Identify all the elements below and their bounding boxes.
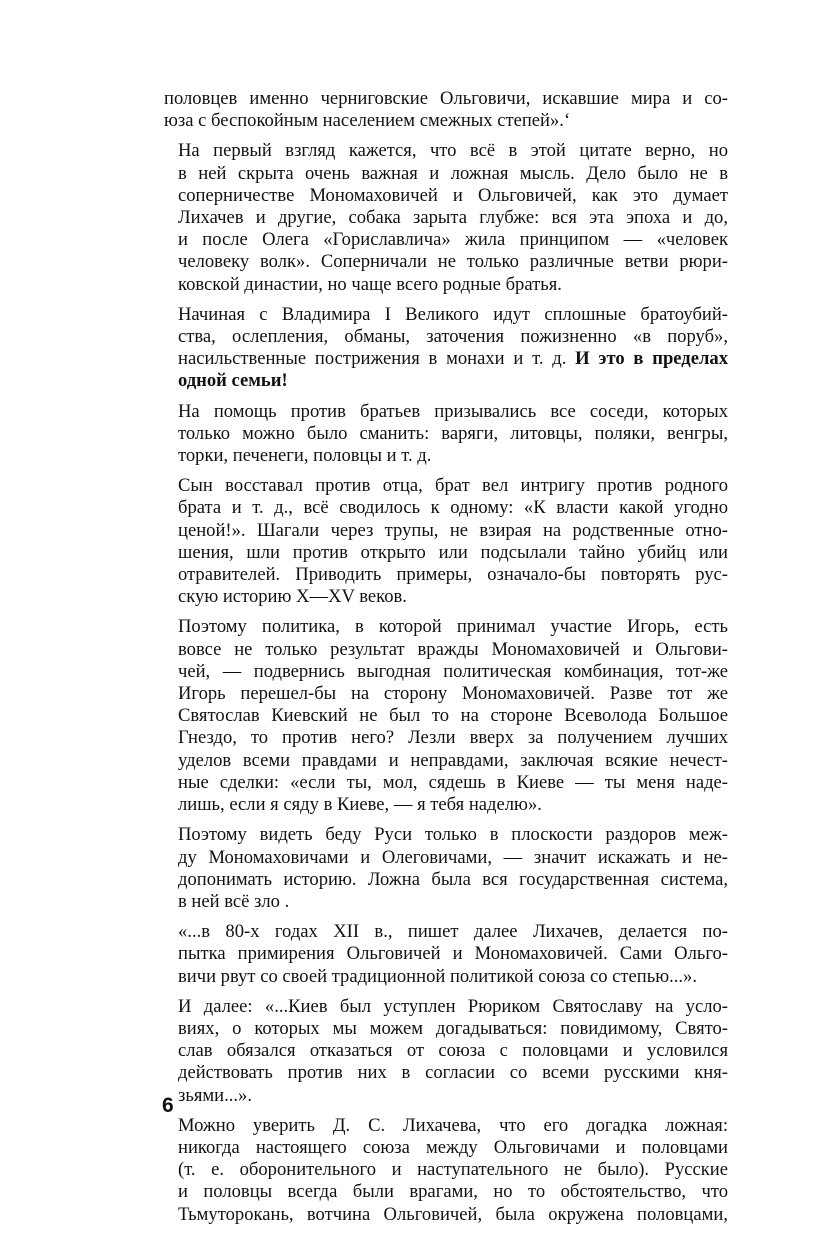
text-line: в ней скрыта очень важная и ложная мысль. Дело было не в bbox=[178, 162, 728, 184]
text-line: И далее: «...Киев был уступлен Рюриком Святославу на усло- bbox=[178, 995, 728, 1017]
text-line: соперничестве Мономаховичей и Ольговичей, как это думает bbox=[178, 184, 728, 206]
text-line: Поэтому видеть беду Руси только в плоскости раздоров меж- bbox=[178, 824, 728, 846]
text-line: допонимать историю. Ложна была вся государственная система, bbox=[178, 868, 728, 890]
text-line: действовать против них в согласии со всеми русскими кня- bbox=[178, 1062, 728, 1084]
text-line: и после Олега «Гориславлича» жила принципом — «человек bbox=[178, 229, 728, 251]
paragraph bbox=[164, 1115, 728, 1226]
text-line: чей, — подвернись выгодная политическая комбинация, тот-же bbox=[178, 660, 728, 682]
paragraph bbox=[164, 401, 728, 468]
text-line bbox=[164, 348, 728, 370]
text-line: юза с беспокойным населением смежных степей».‘ bbox=[164, 110, 571, 132]
text-line: скую историю X—XV веков. bbox=[178, 586, 407, 608]
text-line: Начиная с Владимира I Великого идут сплошные братоубий- bbox=[178, 303, 728, 325]
text-line: человеку волк». Соперничали не только различные ветви рюри- bbox=[178, 251, 728, 273]
text-line-regular: насильственные пострижения в монахи и т. д. bbox=[178, 348, 567, 370]
text-line: торки, печенеги, половцы и т. д. bbox=[178, 445, 432, 467]
text-line: половцев именно черниговские Ольговичи, искавшие мира и со- bbox=[164, 88, 728, 109]
text-line: шения, шли против открыто или подсылали тайно убийц или bbox=[178, 541, 728, 563]
text-line: зьями...». bbox=[178, 1084, 252, 1106]
paragraph bbox=[164, 475, 728, 608]
page-number: 6 bbox=[162, 1094, 174, 1117]
text-line: отравителей. Приводить примеры, означало-бы повторять рус- bbox=[178, 564, 728, 586]
text-line: виях, о которых мы можем догадываться: повидимому, Свято- bbox=[178, 1017, 728, 1039]
text-line: Можно уверить Д. С. Лихачева, что его догадка ложная: bbox=[178, 1114, 728, 1136]
text-line: На первый взгляд кажется, что всё в этой цитате верно, но bbox=[178, 140, 728, 162]
body-text bbox=[164, 88, 728, 1234]
text-line: ковской династии, но чаще всего родные братья. bbox=[178, 273, 562, 295]
paragraph bbox=[164, 996, 728, 1107]
paragraph bbox=[164, 304, 728, 393]
text-line bbox=[164, 370, 728, 392]
text-line: слав обязался отказаться от союза с половцами и условился bbox=[178, 1040, 728, 1062]
text-line: и половцы всегда были врагами, но то обстоятельство, что bbox=[178, 1181, 728, 1203]
text-line: вовсе не только результат вражды Мономаховичей и Ольгови- bbox=[178, 638, 728, 660]
paragraph bbox=[164, 921, 728, 988]
text-line: ценой!». Шагали через трупы, не взирая на родственные отно- bbox=[178, 519, 728, 541]
emphasis-text: И это в пределах bbox=[566, 348, 728, 370]
paragraph bbox=[164, 824, 728, 913]
text-line: ные сделки: «если ты, мол, сядешь в Киеве — ты меня наде- bbox=[178, 771, 728, 793]
text-line: Гнездо, то против него? Лезли вверх за получением лучших bbox=[178, 727, 728, 749]
text-line: (т. е. оборонительного и наступательного не было). Русские bbox=[178, 1159, 728, 1181]
paragraph bbox=[164, 140, 728, 295]
text-line: Святослав Киевский не был то на стороне Всеволода Большое bbox=[178, 705, 728, 727]
text-line: Лихачев и другие, собака зарыта глубже: вся эта эпоха и до, bbox=[178, 207, 728, 229]
text-line: только можно было сманить: варяги, литовцы, поляки, венгры, bbox=[178, 422, 728, 444]
emphasis-text: одной семьи! bbox=[178, 370, 288, 392]
text-line: Игорь перешел-бы на сторону Мономаховичей. Разве тот же bbox=[178, 683, 728, 705]
text-line: ду Мономаховичами и Олеговичами, — значит искажать и не- bbox=[178, 846, 728, 868]
text-line: пытка примирения Ольговичей и Мономаховичей. Сами Ольго- bbox=[178, 943, 728, 965]
text-line: «...в 80-х годах XII в., пишет далее Лихачев, делается по- bbox=[178, 921, 728, 943]
text-line: брата и т. д., всё сводилось к одному: «К власти какой угодно bbox=[178, 497, 728, 519]
text-line: в ней всё зло . bbox=[178, 890, 290, 912]
text-line: вичи рвут со своей традиционной политикой союза со степью...». bbox=[178, 965, 697, 987]
paragraph bbox=[164, 88, 728, 132]
text-line: Поэтому политика, в которой принимал участие Игорь, есть bbox=[178, 616, 728, 638]
text-line: никогда настоящего союза между Ольговичами и половцами bbox=[178, 1136, 728, 1158]
text-line: Тьмуторокань, вотчина Ольговичей, была окружена половцами, bbox=[178, 1203, 728, 1225]
text-line: ства, ослепления, обманы, заточения пожизненно «в поруб», bbox=[178, 326, 728, 348]
text-line: лишь, если я сяду в Киеве, — я тебя наделю». bbox=[178, 794, 542, 816]
text-line: Сын восставал против отца, брат вел интригу против родного bbox=[178, 475, 728, 497]
paragraph bbox=[164, 616, 728, 816]
text-line: уделов всеми правдами и неправдами, заключая всякие нечест- bbox=[178, 749, 728, 771]
text-line: На помощь против братьев призывались все соседи, которых bbox=[178, 400, 728, 422]
